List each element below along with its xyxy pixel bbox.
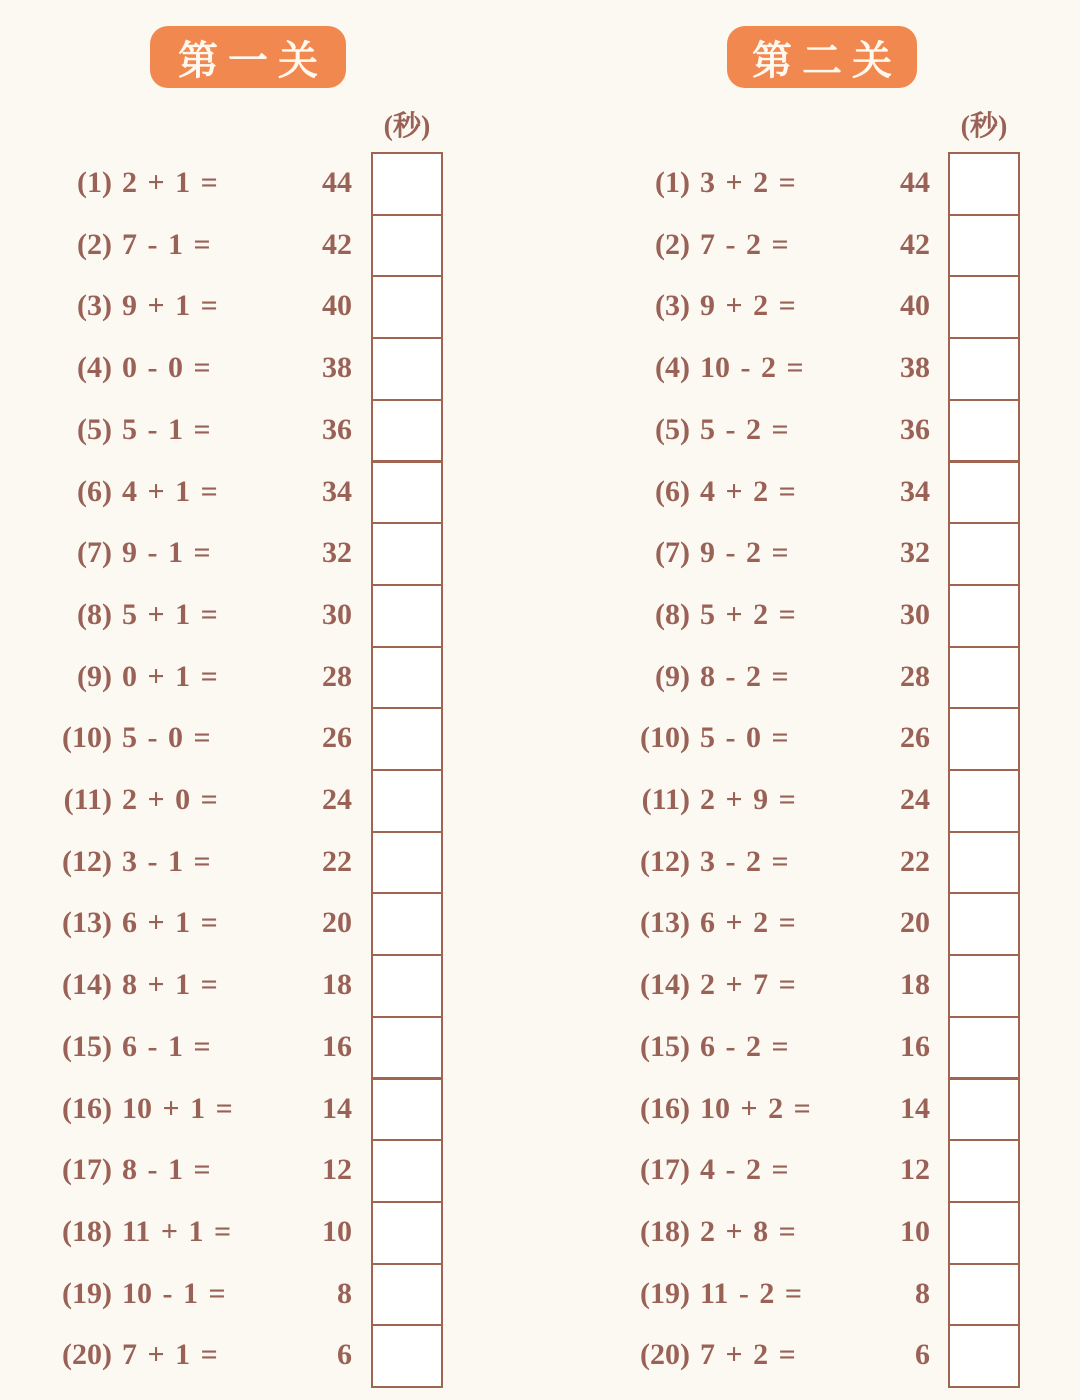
countdown-seconds: 30 [900, 597, 930, 631]
countdown-seconds: 40 [322, 289, 352, 323]
problem-expression: 4 + 2 = [700, 474, 796, 508]
answer-box[interactable] [948, 1324, 1020, 1388]
problem-expression: 4 + 1 = [122, 474, 218, 508]
countdown-seconds: 44 [900, 166, 930, 199]
countdown-seconds: 14 [322, 1091, 352, 1125]
problem-expression: 2 + 8 = [700, 1214, 796, 1248]
countdown-seconds: 26 [900, 721, 930, 755]
answer-box[interactable] [948, 1201, 1020, 1265]
problem-number: (12) [640, 844, 690, 878]
countdown-seconds: 26 [322, 721, 352, 755]
problem-number: (3) [655, 289, 690, 323]
countdown-seconds: 8 [915, 1276, 930, 1310]
problem-number: (8) [77, 597, 112, 631]
problem-number: (9) [77, 659, 112, 693]
countdown-seconds: 20 [900, 906, 930, 940]
problem-expression: 10 + 2 = [700, 1091, 811, 1125]
problem-number: (8) [655, 597, 690, 631]
problem-row [0, 1078, 1080, 1140]
answer-box[interactable] [948, 399, 1020, 463]
problem-row [0, 584, 1080, 646]
seconds-label: (秒) [960, 111, 1008, 142]
problem-number: (16) [62, 1091, 112, 1125]
problem-row [0, 892, 1080, 954]
problem-number: (2) [77, 227, 112, 261]
countdown-seconds: 24 [322, 783, 352, 816]
countdown-seconds: 42 [900, 227, 930, 261]
problem-number: (12) [62, 844, 112, 878]
problem-expression: 10 - 2 = [700, 351, 804, 385]
problem-number: (19) [640, 1276, 690, 1310]
countdown-seconds: 20 [322, 906, 352, 940]
problem-number: (14) [62, 968, 112, 1002]
answer-box[interactable] [948, 1263, 1020, 1327]
problem-expression: 5 - 2 = [700, 412, 789, 446]
countdown-seconds: 12 [322, 1153, 352, 1187]
problem-number: (2) [655, 227, 690, 261]
problem-row [0, 707, 1080, 769]
problem-number: (17) [640, 1153, 690, 1187]
problem-number: (7) [655, 536, 690, 570]
problem-expression: 9 - 1 = [122, 536, 211, 570]
problem-row [0, 399, 1080, 461]
problem-number: (3) [77, 289, 112, 323]
problem-expression: 2 + 1 = [122, 166, 218, 199]
problem-row [0, 152, 1080, 214]
countdown-seconds: 10 [900, 1214, 930, 1248]
problem-number: (5) [655, 412, 690, 446]
problem-number: (18) [640, 1214, 690, 1248]
problem-expression: 8 - 1 = [122, 1153, 211, 1187]
problem-number: (15) [62, 1029, 112, 1063]
problem-expression: 6 + 2 = [700, 906, 796, 940]
problem-expression: 8 + 1 = [122, 968, 218, 1002]
problem-expression: 0 + 1 = [122, 659, 218, 693]
countdown-seconds: 22 [322, 844, 352, 878]
answer-box[interactable] [948, 522, 1020, 586]
answer-box[interactable] [948, 461, 1020, 525]
answer-box[interactable] [948, 584, 1020, 648]
problem-expression: 7 - 2 = [700, 227, 789, 261]
problem-row [0, 214, 1080, 276]
seconds-label: (秒) [383, 111, 431, 142]
countdown-seconds: 14 [900, 1091, 930, 1125]
countdown-seconds: 38 [322, 351, 352, 385]
countdown-seconds: 22 [900, 844, 930, 878]
problem-expression: 5 + 1 = [122, 597, 218, 631]
problem-expression: 0 - 0 = [122, 351, 211, 385]
countdown-seconds: 16 [900, 1029, 930, 1063]
countdown-seconds: 28 [900, 659, 930, 693]
problem-expression: 2 + 0 = [122, 783, 218, 816]
problem-row [0, 522, 1080, 584]
countdown-seconds: 36 [900, 412, 930, 446]
answer-box[interactable] [948, 214, 1020, 278]
problem-number: (17) [62, 1153, 112, 1187]
problem-number: (11) [641, 783, 690, 816]
countdown-seconds: 8 [337, 1276, 352, 1310]
problem-row [0, 1263, 1080, 1325]
problem-number: (13) [640, 906, 690, 940]
countdown-seconds: 6 [915, 1338, 930, 1372]
problem-expression: 3 - 2 = [700, 844, 789, 878]
problem-expression: 3 + 2 = [700, 166, 796, 199]
problem-expression: 6 - 1 = [122, 1029, 211, 1063]
problem-row [0, 1324, 1080, 1386]
countdown-seconds: 34 [900, 474, 930, 508]
countdown-seconds: 12 [900, 1153, 930, 1187]
problem-expression: 2 + 7 = [700, 968, 796, 1002]
problem-row [0, 769, 1080, 831]
problem-row [0, 337, 1080, 399]
problem-expression: 2 + 9 = [700, 783, 796, 816]
countdown-seconds: 38 [900, 351, 930, 385]
problem-number: (6) [655, 474, 690, 508]
problem-row [0, 831, 1080, 893]
problem-row [0, 275, 1080, 337]
problem-expression: 5 + 2 = [700, 597, 796, 631]
problem-number: (5) [77, 412, 112, 446]
problem-row [0, 1139, 1080, 1201]
problem-number: (16) [640, 1091, 690, 1125]
problem-expression: 5 - 0 = [700, 721, 789, 755]
problem-expression: 10 - 1 = [122, 1276, 226, 1310]
countdown-seconds: 30 [322, 597, 352, 631]
problem-expression: 9 + 2 = [700, 289, 796, 323]
problem-expression: 5 - 0 = [122, 721, 211, 755]
problem-number: (18) [62, 1214, 112, 1248]
answer-box[interactable] [948, 954, 1020, 1018]
problem-expression: 6 + 1 = [122, 906, 218, 940]
countdown-seconds: 44 [322, 166, 352, 199]
problem-expression: 11 - 2 = [700, 1276, 802, 1310]
problem-row [0, 1201, 1080, 1263]
countdown-seconds: 6 [337, 1338, 352, 1372]
countdown-seconds: 10 [322, 1214, 352, 1248]
countdown-seconds: 16 [322, 1029, 352, 1063]
problem-number: (10) [640, 721, 690, 755]
countdown-seconds: 24 [900, 783, 930, 816]
problem-expression: 7 + 2 = [700, 1338, 796, 1372]
level-2-badge: 第二关 [727, 26, 917, 88]
problem-expression: 7 + 1 = [122, 1338, 218, 1372]
answer-box[interactable] [948, 1139, 1020, 1203]
answer-box[interactable] [948, 275, 1020, 339]
problem-number: (10) [62, 721, 112, 755]
countdown-seconds: 42 [322, 227, 352, 261]
problem-number: (6) [77, 474, 112, 508]
answer-box[interactable] [948, 152, 1020, 216]
answer-box[interactable] [948, 892, 1020, 956]
countdown-seconds: 18 [900, 968, 930, 1002]
problem-row [0, 461, 1080, 523]
answer-box[interactable] [948, 337, 1020, 401]
problem-row [0, 954, 1080, 1016]
problem-number: (14) [640, 968, 690, 1002]
countdown-seconds: 18 [322, 968, 352, 1002]
problem-number: (4) [655, 351, 690, 385]
answer-box[interactable] [948, 769, 1020, 833]
problem-row [0, 646, 1080, 708]
problem-expression: 8 - 2 = [700, 659, 789, 693]
answer-box[interactable] [948, 1016, 1020, 1080]
problem-expression: 6 - 2 = [700, 1029, 789, 1063]
level-1-badge: 第一关 [150, 26, 346, 88]
problem-number: (19) [62, 1276, 112, 1310]
problem-expression: 11 + 1 = [122, 1214, 232, 1248]
problem-number: (11) [63, 783, 112, 816]
problem-expression: 3 - 1 = [122, 844, 211, 878]
problem-expression: 9 + 1 = [122, 289, 218, 323]
problem-number: (13) [62, 906, 112, 940]
answer-box[interactable] [948, 646, 1020, 710]
countdown-seconds: 28 [322, 659, 352, 693]
answer-box[interactable] [948, 707, 1020, 771]
problem-number: (1) [77, 166, 112, 199]
answer-box[interactable] [948, 831, 1020, 895]
problem-number: (4) [77, 351, 112, 385]
problem-number: (1) [655, 166, 690, 199]
problem-row [0, 1016, 1080, 1078]
problem-number: (9) [655, 659, 690, 693]
countdown-seconds: 40 [900, 289, 930, 323]
problem-expression: 10 + 1 = [122, 1091, 233, 1125]
problem-expression: 4 - 2 = [700, 1153, 789, 1187]
problem-number: (7) [77, 536, 112, 570]
countdown-seconds: 32 [900, 536, 930, 570]
countdown-seconds: 36 [322, 412, 352, 446]
problem-number: (15) [640, 1029, 690, 1063]
countdown-seconds: 34 [322, 474, 352, 508]
answer-box[interactable] [948, 1078, 1020, 1142]
countdown-seconds: 32 [322, 536, 352, 570]
problem-number: (20) [640, 1338, 690, 1372]
problem-expression: 5 - 1 = [122, 412, 211, 446]
problem-expression: 7 - 1 = [122, 227, 211, 261]
problem-expression: 9 - 2 = [700, 536, 789, 570]
problem-number: (20) [62, 1338, 112, 1372]
